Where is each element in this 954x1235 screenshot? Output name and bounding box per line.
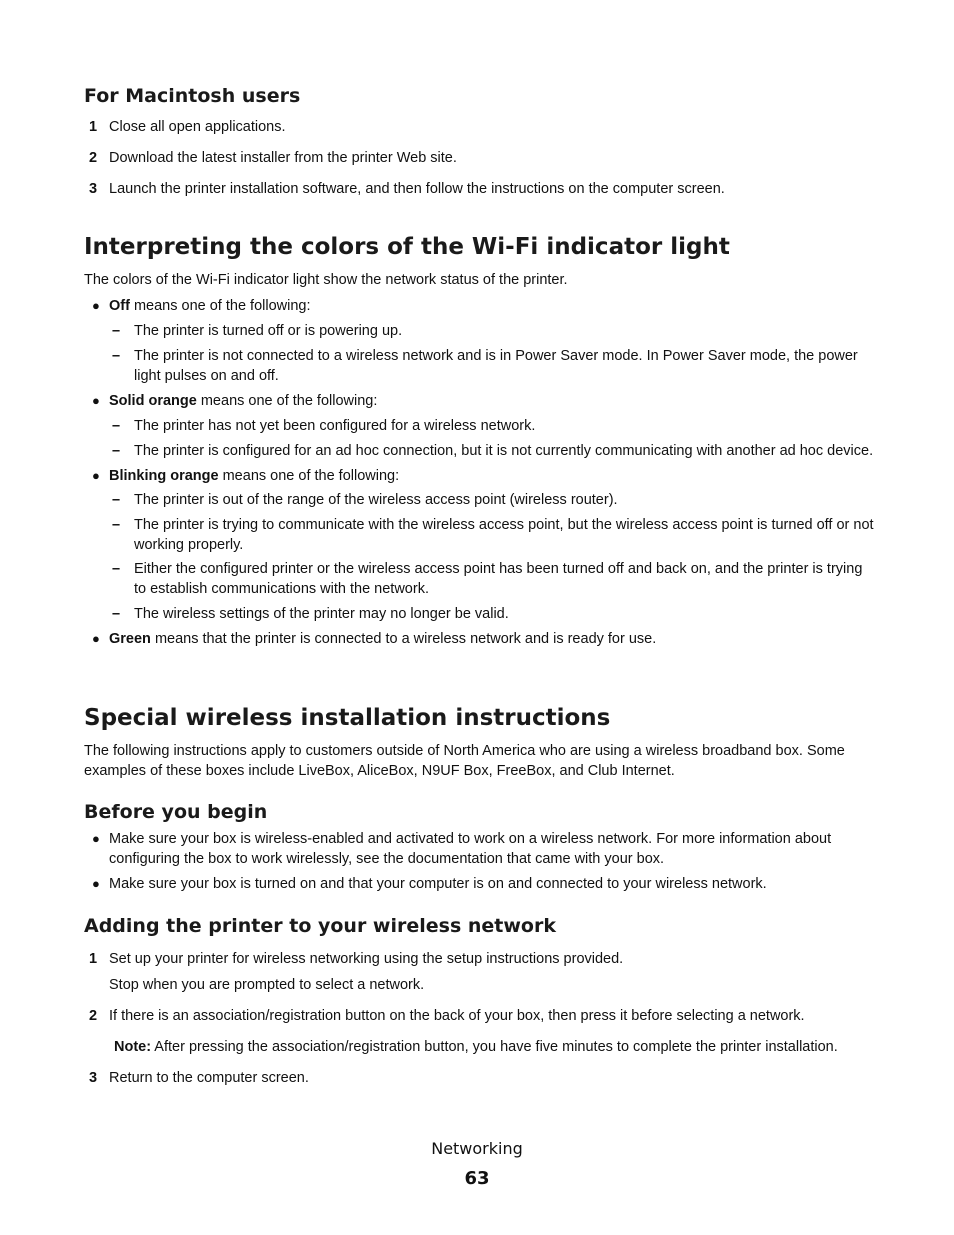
solid-item-1 <box>84 416 874 436</box>
before-section <box>84 800 874 894</box>
bullet-blinking-orange <box>84 466 874 486</box>
blinking-item-2 <box>84 515 874 555</box>
bullet-green <box>84 629 874 649</box>
off-item-2 <box>84 346 874 386</box>
off-label: Off <box>109 298 130 314</box>
bullet-dot: ● <box>92 393 100 408</box>
blinking-item-3 <box>84 559 874 599</box>
step-number: 2 <box>89 150 98 166</box>
dash-text: Either the configured printer or the wireless access point has been turned off and back on, and the printer is trying to establish communications with the network. <box>134 561 863 597</box>
mac-step-3 <box>84 179 874 199</box>
special-intro: The following instructions apply to customers outside of North America who are using a wireless broadband box. Some examples of these boxes include LiveBox, AliceBox, N9UF Box, FreeBox, and Club Internet. <box>84 743 845 779</box>
note-text: After pressing the association/registration button, you have five minutes to complete the printer installation. <box>151 1039 838 1055</box>
bullet-text: Make sure your box is wireless-enabled and activated to work on a wireless network. For more information about configuring the box to work wirelessly, see the documentation that came with your box. <box>109 831 832 867</box>
dash-text: The printer is not connected to a wireless network and is in Power Saver mode. In Power Saver mode, the power light pulses on and off. <box>134 348 858 384</box>
step-text: Set up your printer for wireless networking using the setup instructions provided. <box>109 951 624 967</box>
adding-step-2 <box>84 1006 874 1026</box>
bullet-off <box>84 296 874 316</box>
blinking-item-1 <box>84 490 874 510</box>
step-text: Close all open applications. <box>109 119 286 135</box>
dash-mark: – <box>112 443 121 459</box>
step-text: If there is an association/registration button on the back of your box, then press it before selecting a network. <box>109 1008 805 1024</box>
dash-mark: – <box>112 492 121 508</box>
bullet-text: Make sure your box is turned on and that your computer is on and connected to your wireless network. <box>109 876 767 892</box>
step-subtext: Stop when you are prompted to select a network. <box>109 977 425 993</box>
note-label: Note: <box>114 1039 152 1055</box>
adding-note <box>84 1037 874 1057</box>
step-number: 1 <box>89 951 98 967</box>
solid-label: Solid orange <box>109 393 197 409</box>
bullet-solid-orange <box>84 391 874 411</box>
before-item-1 <box>84 829 874 869</box>
solid-rest: means one of the following: <box>196 393 378 409</box>
before-item-2 <box>84 874 874 894</box>
off-rest: means one of the following: <box>129 298 311 314</box>
blinking-item-4 <box>84 604 874 624</box>
dash-text: The printer is configured for an ad hoc connection, but it is not currently communicating with another ad hoc device. <box>134 443 874 459</box>
dash-mark: – <box>112 606 121 622</box>
bullet-dot: ● <box>92 876 100 891</box>
adding-step-3 <box>84 1068 874 1088</box>
wifi-section <box>84 232 874 649</box>
dash-text: The printer is trying to communicate with the wireless access point, but the wireless access point is turned off or not working properly. <box>134 517 874 553</box>
footer-section-title: Networking <box>431 1139 523 1158</box>
special-section <box>84 703 874 781</box>
adding-step-1 <box>84 949 874 969</box>
step-number: 2 <box>89 1008 98 1024</box>
bullet-dot: ● <box>92 468 100 483</box>
dash-text: The printer is out of the range of the wireless access point (wireless router). <box>134 492 618 508</box>
step-number: 1 <box>89 119 98 135</box>
mac-step-2 <box>84 148 874 168</box>
dash-text: The printer is turned off or is powering up. <box>134 323 403 339</box>
step-number: 3 <box>89 1070 98 1086</box>
blinking-label: Blinking orange <box>109 468 219 484</box>
before-heading: Before you begin <box>84 801 268 823</box>
step-text: Return to the computer screen. <box>109 1070 309 1086</box>
adding-step-1-sub <box>84 975 874 995</box>
mac-step-1 <box>84 117 874 137</box>
dash-text: The printer has not yet been configured for a wireless network. <box>134 418 536 434</box>
blinking-rest: means one of the following: <box>218 468 400 484</box>
bullet-dot: ● <box>92 631 100 646</box>
dash-mark: – <box>112 323 121 339</box>
mac-heading: For Macintosh users <box>84 85 301 107</box>
mac-section <box>84 84 874 199</box>
dash-mark: – <box>112 418 121 434</box>
dash-mark: – <box>112 517 121 533</box>
step-text: Download the latest installer from the printer Web site. <box>109 150 457 166</box>
green-rest: means that the printer is connected to a wireless network and is ready for use. <box>150 631 657 647</box>
step-number: 3 <box>89 181 98 197</box>
dash-mark: – <box>112 561 121 577</box>
bullet-dot: ● <box>92 831 100 846</box>
solid-item-2 <box>84 441 874 461</box>
green-label: Green <box>109 631 151 647</box>
adding-heading: Adding the printer to your wireless network <box>84 915 556 937</box>
special-heading: Special wireless installation instructions <box>84 705 611 731</box>
bullet-dot: ● <box>92 298 100 313</box>
dash-mark: – <box>112 348 121 364</box>
off-item-1 <box>84 321 874 341</box>
wifi-heading: Interpreting the colors of the Wi-Fi indicator light <box>84 234 730 260</box>
page-number: 63 <box>464 1168 490 1189</box>
dash-text: The wireless settings of the printer may no longer be valid. <box>134 606 509 622</box>
step-text: Launch the printer installation software, and then follow the instructions on the computer screen. <box>109 181 725 197</box>
adding-section <box>84 914 874 1088</box>
wifi-intro: The colors of the Wi-Fi indicator light show the network status of the printer. <box>84 272 568 288</box>
